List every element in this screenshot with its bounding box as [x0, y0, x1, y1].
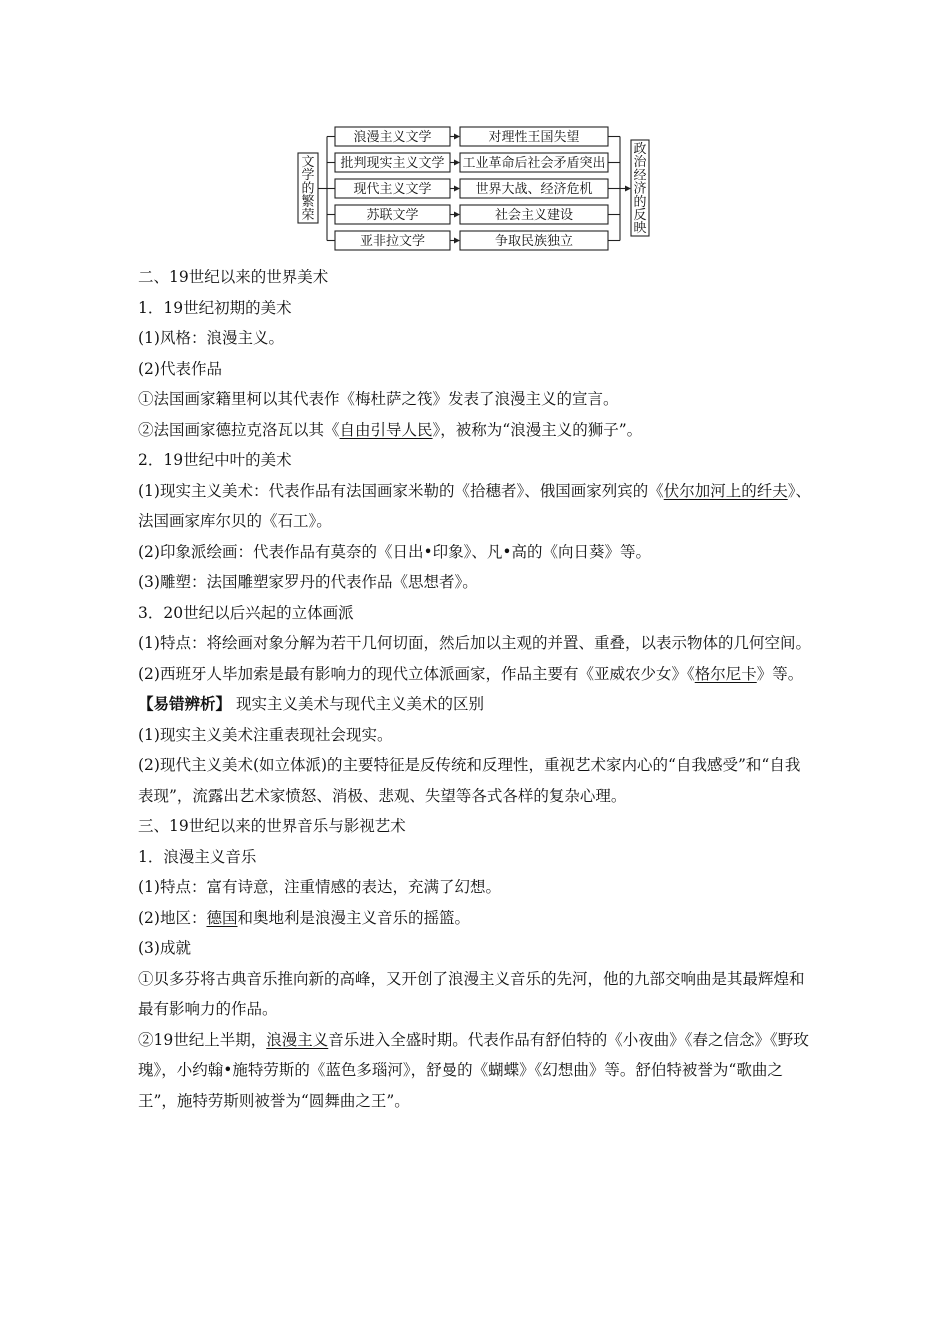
underlined-term: 伏尔加河上的纤夫 — [663, 481, 788, 500]
diagram-rows — [335, 127, 608, 250]
arrow-head-icon — [454, 134, 460, 140]
picasso: (2)西班牙人毕加索是最有影响力的现代立体派画家，作品主要有《亚威农少女》《格尔尼卡》等。 — [138, 664, 804, 683]
analysis-point-1: (1)现实主义美术注重表现社会现实。 — [138, 725, 393, 744]
cubism-feature: (1)特点：将绘画对象分解为若干几何切面，然后加以主观的并置、重叠，以表示物体的几何空间。 — [138, 634, 811, 652]
analysis-tag: 【易错辨析】 — [138, 694, 232, 713]
right-label-char: 反 — [633, 208, 647, 223]
reflection-label: 社会主义建设 — [494, 208, 574, 223]
impressionism: (2)印象派绘画：代表作品有莫奈的《日出•印象》、凡•高的《向日葵》等。 — [138, 542, 651, 561]
right-label-char: 经 — [633, 168, 647, 184]
reflection-label: 对理性王国失望 — [488, 130, 580, 145]
sculpture: (3)雕塑：法国雕塑家罗丹的代表作品《思想者》。 — [138, 573, 478, 591]
right-label-char: 治 — [633, 155, 647, 171]
achievements-title: (3)成就 — [138, 939, 191, 957]
literature-diagram — [0, 0, 950, 262]
reflection-label: 工业革命后社会矛盾突出 — [462, 156, 606, 171]
underlined-term: 格尔尼卡 — [694, 664, 757, 683]
analysis-title: 现实主义美术与现代主义美术的区别 — [235, 695, 484, 713]
reflection-label: 世界大战、经济危机 — [475, 182, 593, 197]
section-2-2-title: 2．19世纪中叶的美术 — [138, 451, 292, 469]
underlined-term: 自由引导人民 — [339, 420, 433, 439]
left-label-char: 文 — [301, 155, 315, 170]
arrow-head-icon — [454, 186, 460, 192]
section-3-title: 三、19世纪以来的世界音乐与影视艺术 — [138, 817, 406, 835]
arrow-head-icon — [454, 212, 460, 218]
literature-label: 亚非拉文学 — [359, 234, 426, 249]
literature-label: 苏联文学 — [366, 208, 419, 223]
right-label-char: 映 — [633, 221, 647, 237]
right-label-char: 政 — [633, 142, 647, 157]
diagram-left-label — [301, 155, 314, 223]
arrow-head-icon — [625, 186, 631, 192]
music-region: (2)地区：德国和奥地利是浪漫主义音乐的摇篮。 — [138, 908, 470, 927]
left-label-char: 的 — [301, 181, 315, 197]
works-title: (2)代表作品 — [138, 359, 222, 378]
realism-art: (1)现实主义美术：代表作品有法国画家米勒的《拾穗者》、俄国画家列宾的《伏尔加河上的纤夫》、法国画家库尔贝的《石工》。 — [138, 481, 811, 530]
section-2-3-title: 3．20世纪以后兴起的立体画派 — [138, 603, 354, 622]
reflection-label: 争取民族独立 — [494, 234, 574, 249]
left-label-char: 荣 — [301, 207, 315, 223]
analysis-heading — [138, 689, 814, 720]
literature-label: 现代主义文学 — [353, 182, 432, 197]
literature-label: 浪漫主义文学 — [353, 130, 432, 145]
left-label-char: 繁 — [301, 194, 315, 210]
arrow-head-icon — [454, 238, 460, 244]
literature-label: 批判现实主义文学 — [340, 156, 445, 171]
left-label-char: 学 — [301, 168, 315, 184]
work-2: ②法国画家德拉克洛瓦以其《自由引导人民》，被称为“浪漫主义的狮子”。 — [138, 420, 643, 439]
section-2-1-title: 1．19世纪初期的美术 — [138, 298, 292, 317]
document-body — [138, 262, 814, 1116]
achievement-1: ①贝多芬将古典音乐推向新的高峰，又开创了浪漫主义音乐的先河，他的九部交响曲是其最辉煌和最有影响力的作品。 — [138, 969, 805, 1018]
achievement-2: ②19世纪上半期，浪漫主义音乐进入全盛时期。代表作品有舒伯特的《小夜曲》《春之信念》《野玫瑰》，小约翰•施特劳斯的《蓝色多瑙河》，舒曼的《蝴蝶》《幻想曲》等。舒伯特被誉为“歌曲之王”，施特劳斯则被誉为“圆舞曲之王”。 — [138, 1030, 809, 1110]
romanticism-style: (1)风格：浪漫主义。 — [138, 329, 284, 347]
work-1: ①法国画家籍里柯以其代表作《梅杜萨之筏》发表了浪漫主义的宣言。 — [138, 390, 619, 408]
underlined-term: 德国 — [206, 908, 238, 927]
underlined-term: 浪漫主义 — [266, 1030, 329, 1049]
diagram-right-label — [633, 142, 647, 236]
arrow-head-icon — [454, 160, 460, 166]
section-3-1-title: 1．浪漫主义音乐 — [138, 847, 257, 866]
analysis-point-2: (2)现代主义美术(如立体派)的主要特征是反传统和反理性，重视艺术家内心的“自我感受”和“自我表现”，流露出艺术家愤怒、消极、悲观、失望等各式各样的复杂心理。 — [138, 756, 801, 805]
right-label-char: 济 — [633, 181, 647, 197]
music-feature: (1)特点：富有诗意，注重情感的表达，充满了幻想。 — [138, 878, 501, 896]
right-label-char: 的 — [633, 194, 647, 210]
section-2-title: 二、19世纪以来的世界美术 — [138, 268, 329, 286]
